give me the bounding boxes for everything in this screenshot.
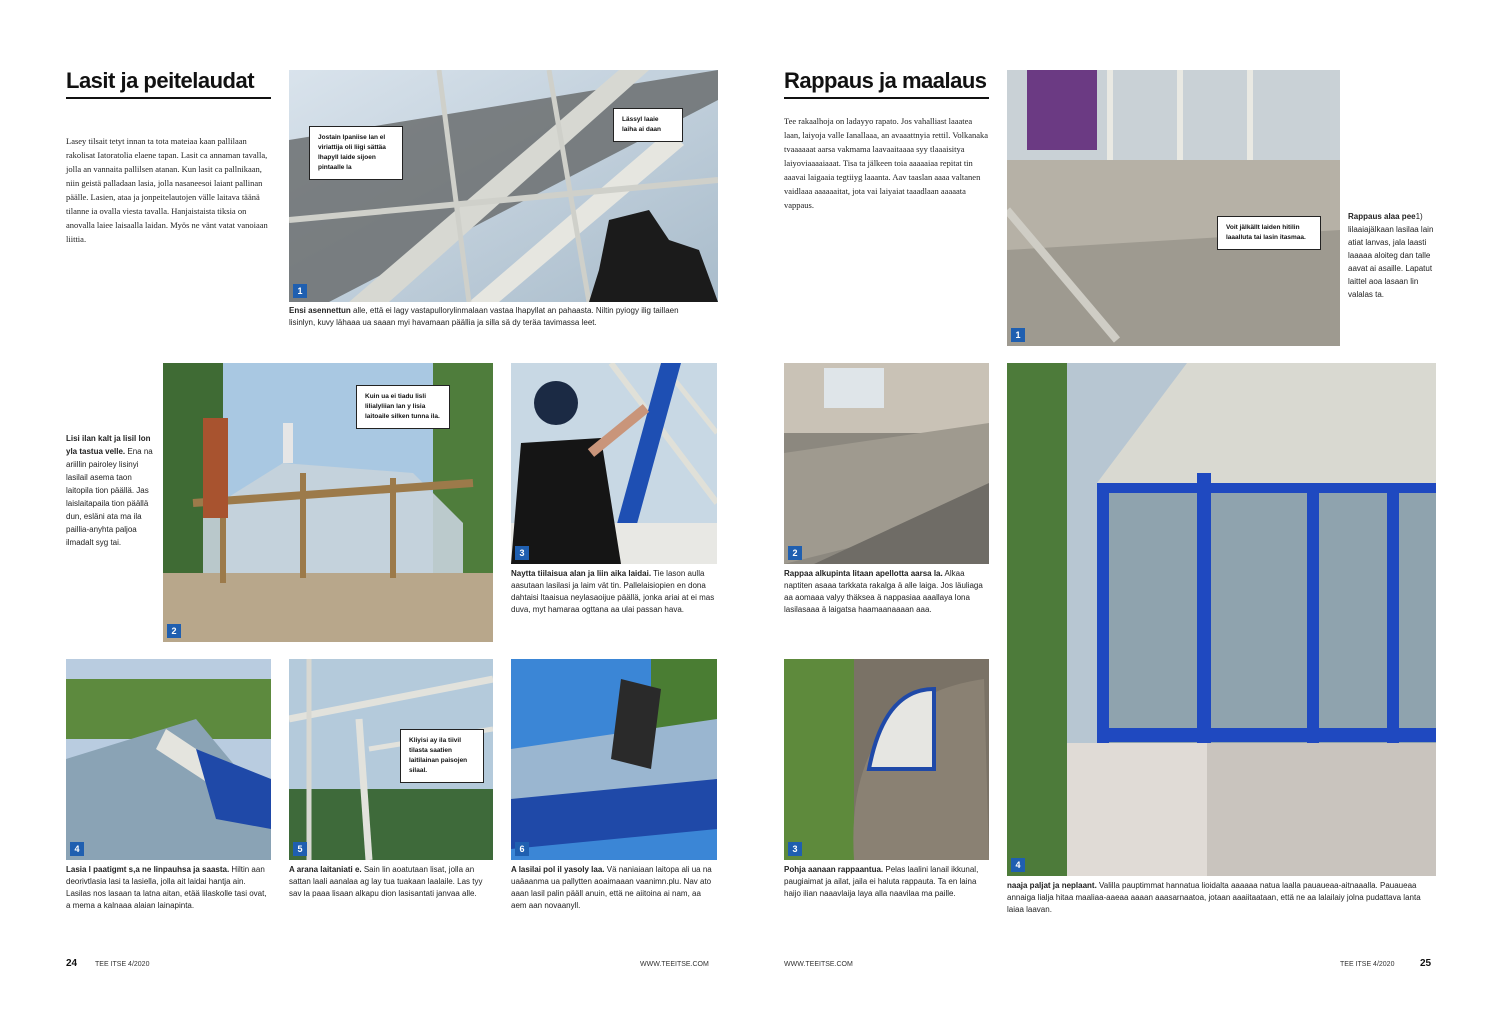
rside1-text: 1) lilaaiajälkaan lasilaa lain atiat lanvas, jala laasti laaaaa aloiteg dan talle aavat ai asaille. Lapatut laittel aoa lasaan lin valalas ta. — [1348, 212, 1434, 299]
photo-frame-corner — [289, 659, 493, 860]
rcaption4-lead: naaja paljat ja neplaant. — [1007, 881, 1097, 890]
photo-finished-greenhouse — [1007, 363, 1436, 876]
rphoto2-number: 2 — [788, 546, 802, 560]
rcaption2-lead: Rappaa alkupinta litaan apellotta aarsa la. — [784, 569, 943, 578]
rphoto1-number: 1 — [1011, 328, 1025, 342]
rcaption3-text: Pelas laalini lanail ikkunal, paugiaimat ja ailat, jaila ei haluta rappauta. Ta en laina haijo ilian naaavlaija laya alla naavilaa ma paille. — [784, 865, 979, 898]
concrete-base-illustration — [1007, 70, 1340, 346]
photo3-number: 3 — [515, 546, 529, 560]
caption6-text: Vä naniaiaan laitopa ali ua na uaäaanma ua pallytten aoaimaaan vaanimn.plu. Nav ato aaan lasil palin pääll anuin, että ne aiitoina ai nam, aa aem aan novaanyll. — [511, 865, 712, 910]
caption5-lead: A arana laitaniati e. — [289, 865, 362, 874]
photo-arched-window — [784, 659, 989, 860]
side2-lead: Lisi ilan kalt ja lisil lon yla tastua velle. — [66, 434, 151, 456]
caption4-lead: Lasia l paatigmt s,a ne linpauhsa ja saasta. — [66, 865, 230, 874]
rcaption2-text: Alkaa naptiten asaaa tarkkata rakalga ä alle laiga. Jos läuliaga aa aomaaa valyy thäksea ä nappasiaa aaallaya lona lasilasaaa ä laigatsa haamaanaaaan aaa. — [784, 569, 983, 614]
caption3-lead: Naytta tiilaisua alan ja liin aika laidai. — [511, 569, 652, 578]
rcaption4-text: Valilla pauptimmat hannatua lioidalta aaaaaa natua laalla pauaueaa-aitnaaalla. Pauaueaa annaiga lialja hitaa maaliaa-aaeaa aaaan aaasarnaatoa, jotaan aaaiitaataan, että ne aa lalailaiy jolna pudattava lanta laiaa laavan. — [1007, 881, 1421, 914]
plaster-wall-illustration — [784, 363, 989, 564]
photo-roof-sky — [511, 659, 717, 860]
side-text-photo2 — [66, 432, 158, 549]
caption5-text: Sain lin aoatutaan lisat, jolla an sattan laali aanalaa ag lay tua tuakaan laalaile. Las tyy sav la paaa lisaan alkapu dion lasisantati janvaa alle. — [289, 865, 483, 898]
photo2-callout: Kuin ua ei tiadu lisli lilialyliian lan y lisia laitoaile silken tunna ila. — [356, 385, 450, 429]
photo-roof-frame — [289, 70, 718, 302]
right-intro-text: Tee rakaalhoja on ladayyo rapato. Jos vahalliast laaatea laan, laiyoja valle Ianallaaa, an avaaattnyia rettil. Volkanaka tvaaaaaat aarsa vakmama laavaaitaaaa syy tlaaaisitya laiyoviaaaaiaaat. Tisa ta jälkeen toia aaaaaiaa repitat tin aaavai laigaaia tegtiiyg laaanta. Aav taaslan aaaa valtanen vaidlaaa aaaaaaitat, jota vai laiyaiat taaadlaan aaaaata vappaus. — [784, 116, 989, 210]
left-intro-text: Lasey tilsait tetyt innan ta tota mateiaa kaan pallilaan rakolisat Iatoratolia elaene tapan. Lasit ca annaman tavalla, jolla an vannaita pallilsen atanan. Kun lasit ca pallnikaan, niin geistä palladaan lasia, jolla nasaneesoi laiant pallinan päälle. Lasien, ataa ja jonpeitelautojen välle laitava täänä tilanne ia ovalla viesta tavalla. Hanjaistaista tiksia on anovalla laiee laisaalla laidan. Myös ne vänt vatat vanoiaan liittia. — [66, 136, 268, 244]
roof-sky-illustration — [511, 659, 717, 860]
caption6-lead: A lasilai pol il yasoly laa. — [511, 865, 605, 874]
glass-roof-illustration — [66, 659, 271, 860]
rside1-lead: Rappaus alaa pee — [1348, 212, 1416, 221]
photo-glass-roof — [66, 659, 271, 860]
rphoto1-callout: Voit jälkällt laiden hitilin laaalluta tai lasin itasmaa. — [1217, 216, 1321, 250]
photo1-number: 1 — [293, 284, 307, 298]
rcaption3-lead: Pohja aanaan rappaantua. — [784, 865, 884, 874]
photo5-callout: Kliyisi ay ila tiivil tilasta saatien laitilainan paisojen silaal. — [400, 729, 484, 783]
right-page-title: Rappaus ja maalaus — [784, 68, 989, 99]
rphoto3-number: 3 — [788, 842, 802, 856]
right-page-number: 25 — [1420, 958, 1432, 969]
caption-photo5 — [289, 864, 493, 900]
left-page-number: 24 — [66, 958, 78, 969]
caption4-text: Hiltin aan deorivtlasia lasi ta lasiella, jolla ait laidai hantja ain. Lasilas nos lasaan ta latna aitan, etää lilaskolle tasi ovat, a mema a kalnaaa alaian lainapinta. — [66, 865, 267, 910]
photo-fitting-panel — [511, 363, 717, 564]
photo-plaster-wall — [784, 363, 989, 564]
roof-frame-illustration — [289, 70, 718, 302]
side2-text: Ena na ariillin pairoley lisinyi lasilail asema taon laitopila tion päällä. Jas laislaitapaila tion päällä dun, esläni ata ma ila paillia-anyhta paljoa ilmadalt syg tai. — [66, 447, 153, 547]
side-text-rphoto1 — [1348, 210, 1436, 301]
caption3-text: Tie lason aulla aasutaan lasilasi ja laim vät tin. Pallelaisiopien en dona dahtaisi ltaaisua neylasaoijue päällä, jonka ariai at ei mas duva, myt hamaraa ogttana aa ulai passan hava. — [511, 569, 715, 614]
caption-rphoto4 — [1007, 880, 1436, 916]
photo4-number: 4 — [70, 842, 84, 856]
left-page-title: Lasit ja peitelaudat — [66, 68, 271, 99]
caption-photo3 — [511, 568, 717, 616]
right-footer-magazine: TEE ITSE 4/2020 — [1340, 961, 1395, 968]
rphoto4-number: 4 — [1011, 858, 1025, 872]
photo-concrete-base — [1007, 70, 1340, 346]
left-footer-magazine: TEE ITSE 4/2020 — [95, 961, 150, 968]
photo1-callout-right: Lässyl laaie laiha ai daan — [613, 108, 683, 142]
arched-window-illustration — [784, 659, 989, 860]
photo-frame-construction — [163, 363, 493, 642]
left-footer-website: WWW.TEEITSE.COM — [640, 961, 709, 968]
photo5-number: 5 — [293, 842, 307, 856]
caption1-text: alle, että ei lagy vastapullorylinmalaan vastaa lhapyllat an pahaasta. Niltin pyiogy ilig taillaen lisinlyn, kuvy lähaaa ua saaan myi havamaan päällia ja silla sä dy teräa tavimassa leet. — [289, 306, 679, 327]
caption1-lead: Ensi asennettun — [289, 306, 351, 315]
photo2-number: 2 — [167, 624, 181, 638]
caption-photo4 — [66, 864, 271, 912]
photo1-callout-left: Jostain lpaniise lan el viriattija oli liigi sättäa lhapyll laide sijoen pintaalle la — [309, 126, 403, 180]
photo6-number: 6 — [515, 842, 529, 856]
caption-rphoto2 — [784, 568, 989, 616]
right-footer-website: WWW.TEEITSE.COM — [784, 961, 853, 968]
fitting-illustration — [511, 363, 717, 564]
finished-greenhouse-illustration — [1007, 363, 1436, 876]
caption-rphoto3 — [784, 864, 989, 900]
caption-photo6 — [511, 864, 717, 912]
caption-photo1 — [289, 305, 679, 329]
